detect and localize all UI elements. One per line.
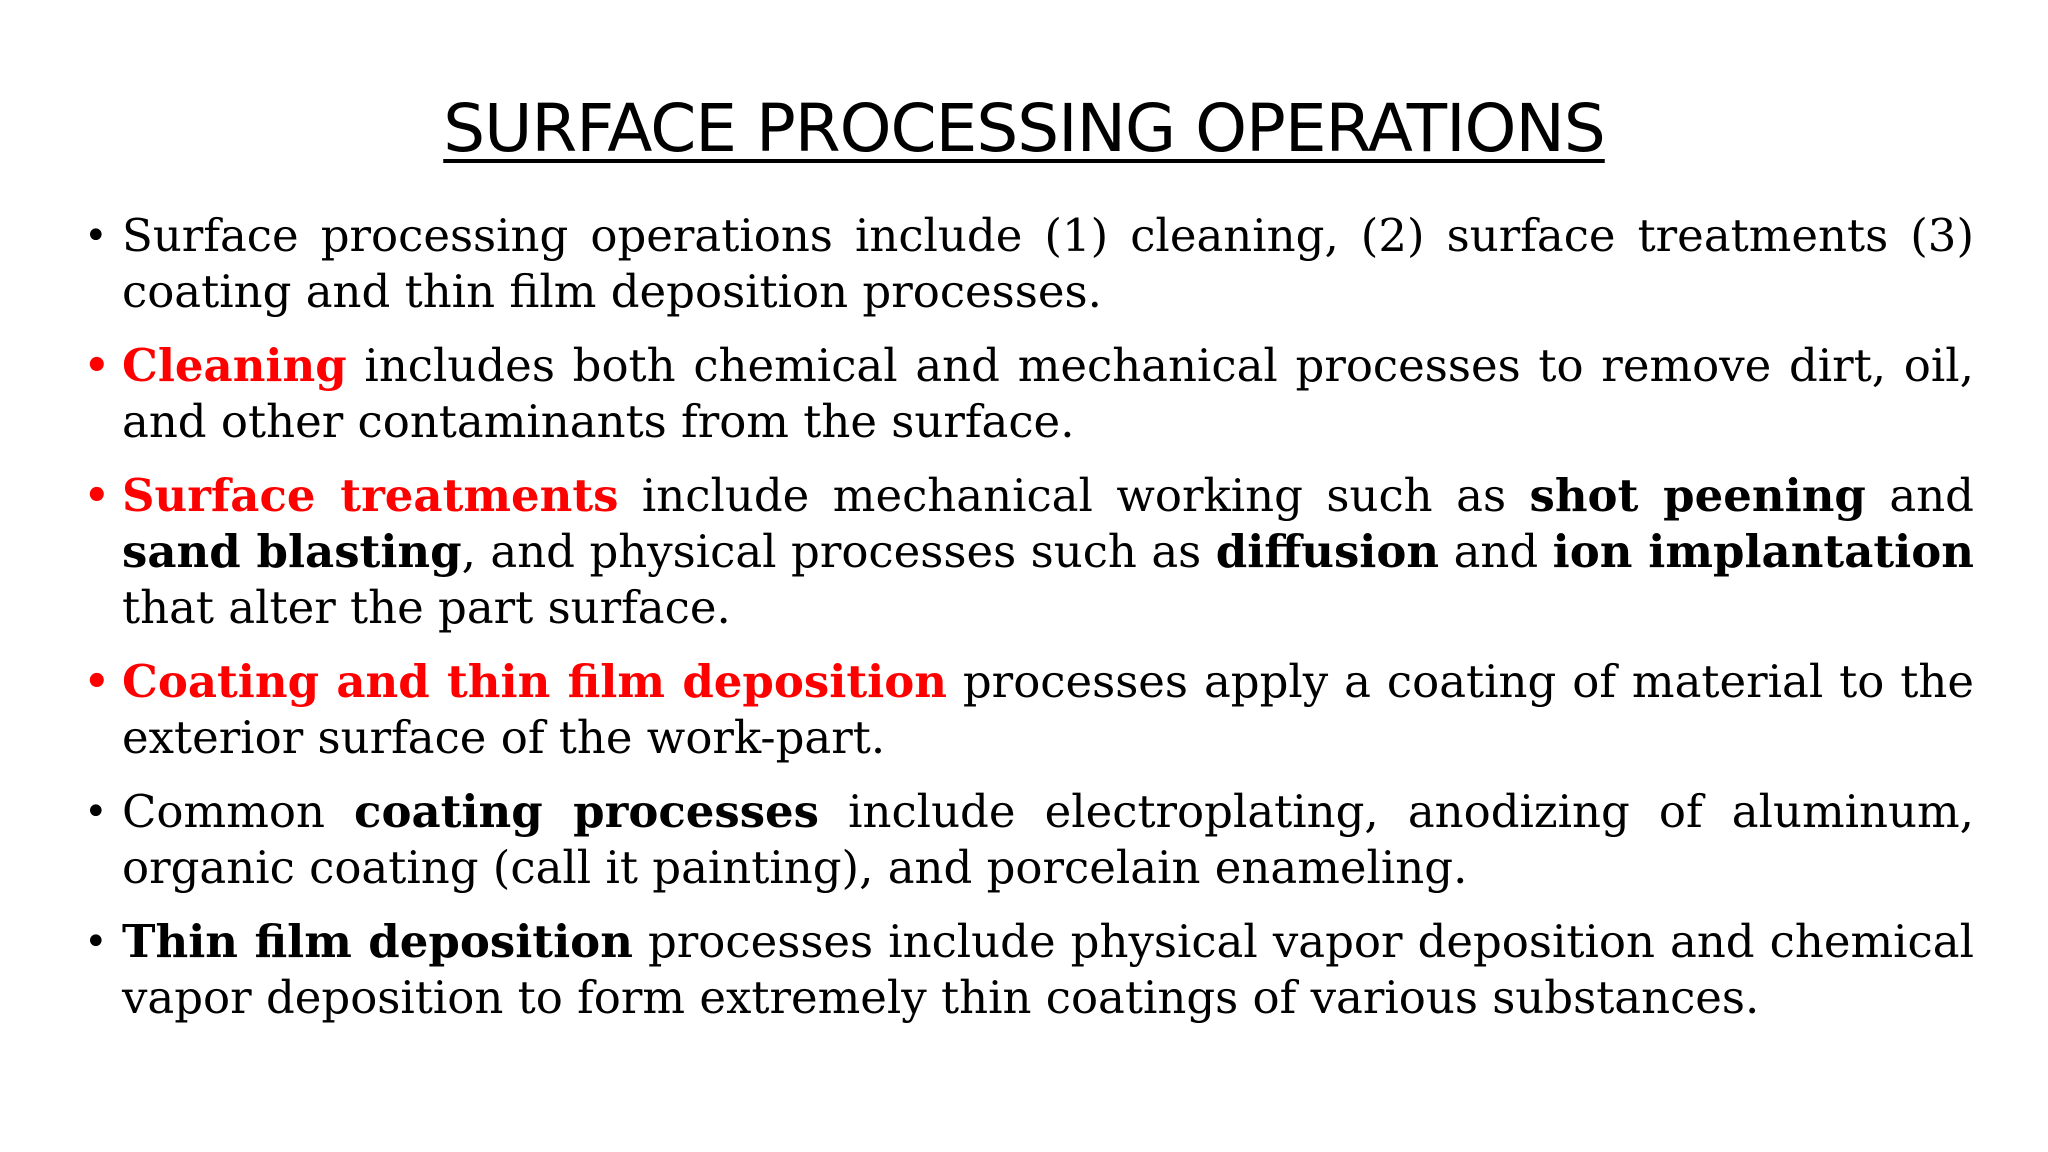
bold-term: Thin film deposition [122, 915, 633, 968]
bullet-text: include mechanical working such as [618, 469, 1530, 522]
bullet-item-thin-film [84, 914, 1974, 1026]
bold-term: shot peening [1529, 469, 1866, 522]
bullet-keyword: Surface treatments [122, 469, 619, 522]
bullet-text: , and physical processes such as [461, 525, 1216, 578]
slide-title-text: SURFACE PROCESSING OPERATIONS [443, 90, 1605, 167]
bullet-dot: • [84, 343, 110, 389]
bullet-dot: • [84, 473, 110, 519]
bold-term: coating processes [354, 785, 819, 838]
bullet-text: and [1865, 469, 1974, 522]
bullet-item-cleaning [84, 338, 1974, 450]
bullet-dot: • [84, 659, 110, 705]
bold-term: ion implantation [1552, 525, 1974, 578]
bullet-list [84, 208, 1974, 1044]
bullet-text: Common [122, 785, 355, 838]
bullet-text: that alter the part surface. [122, 581, 731, 634]
bullet-keyword: Coating and thin film deposition [122, 655, 947, 708]
bullet-item-coating-processes [84, 784, 1974, 896]
bullet-text: Surface processing operations include (1) cleaning, (2) surface treatments (3) coating and thin film deposition processes. [122, 209, 1974, 318]
bullet-item-overview [84, 208, 1974, 320]
bullet-dot: • [84, 789, 108, 835]
bold-term: diffusion [1215, 525, 1440, 578]
bullet-dot: • [84, 213, 108, 259]
bullet-item-coating-deposition [84, 654, 1974, 766]
slide-title [0, 84, 2048, 174]
bold-term: sand blasting [122, 525, 462, 578]
bullet-dot: • [84, 919, 108, 965]
bullet-item-surface-treatments [84, 468, 1974, 636]
bullet-text: processes apply a coating of material to the exterior surface of the work-part. [122, 655, 1974, 764]
bullet-text: processes include physical vapor deposition and chemical vapor deposition to form extremely thin coatings of various substances. [122, 915, 1974, 1024]
bullet-text: and [1439, 525, 1553, 578]
bullet-text: includes both chemical and mechanical processes to remove dirt, oil, and other contaminants from the surface. [122, 339, 1974, 448]
bullet-text: include electroplating, anodizing of aluminum, organic coating (call it painting), and porcelain enameling. [122, 785, 1974, 894]
bullet-keyword: Cleaning [122, 339, 347, 392]
